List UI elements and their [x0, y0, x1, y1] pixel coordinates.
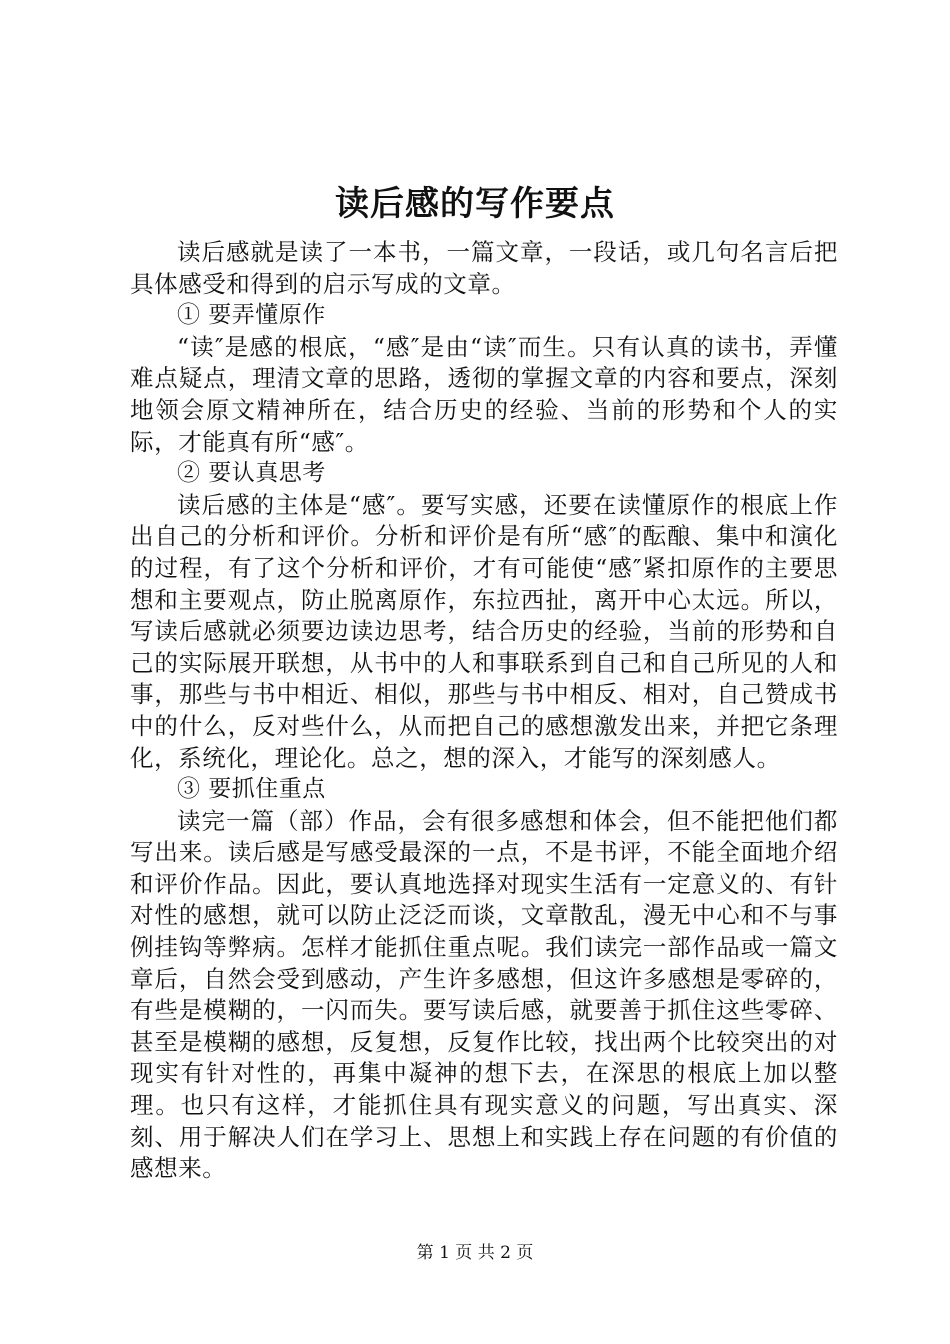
section-paragraph-think-carefully: 读后感的主体是“感″。要写实感，还要在读懂原作的根底上作出自己的分析和评价。分析和评价是有所“感″的酝酿、集中和演化的过程，有了这个分析和评价，才有可能使“感″紧扣原作的主要思想和主要观点，防止脱离原作，东拉西扯，离开中心太远。所以，写读后感就必须要边读边思考，结合历史的经验，当前的形势和自己的实际展开联想，从书中的人和事联系到自己和自己所见的人和事，那些与书中相近、相似，那些与书中相反、相对，自己赞成书中的什么，反对些什么，从而把自己的感想激发出来，并把它条理化，系统化，理论化。总之，想的深入，才能写的深刻感人。	[130, 490, 838, 772]
intro-paragraph: 读后感就是读了一本书，一篇文章，一段话，或几句名言后把具体感受和得到的启示写成的文章。	[130, 238, 838, 298]
section-heading-understand-original: ① 要弄懂原作	[177, 302, 326, 329]
document-body	[130, 237, 838, 1185]
section-heading-grasp-key-points: ③ 要抓住重点	[177, 776, 326, 803]
section-heading-think-carefully: ② 要认真思考	[177, 460, 326, 487]
section-paragraph-grasp-key-points: 读完一篇（部）作品，会有很多感想和体会，但不能把他们都写出来。读后感是写感受最深的一点，不是书评，不能全面地介绍和评价作品。因此，要认真地选择对现实生活有一定意义的、有针对性的感想，就可以防止泛泛而谈，文章散乱，漫无中心和不与事例挂钩等弊病。怎样才能抓住重点呢。我们读完一部作品或一篇文章后，自然会受到感动，产生许多感想，但这许多感想是零碎的，有些是模糊的，一闪而失。要写读后感，就要善于抓住这些零碎、甚至是模糊的感想，反复想，反复作比较，找出两个比较突出的对现实有针对性的，再集中凝神的想下去，在深思的根底上加以整理。也只有这样，才能抓住具有现实意义的问题，写出真实、深刻、用于解决人们在学习上、思想上和实践上存在问题的有价值的感想来。	[130, 806, 838, 1183]
document-title: 读后感的写作要点	[335, 184, 615, 224]
page-number-footer: 第 1 页 共 2 页	[416, 1243, 534, 1263]
section-paragraph-understand-original: “读″是感的根底，“感″是由“读″而生。只有认真的读书，弄懂难点疑点，理清文章的思路，透彻的掌握文章的内容和要点，深刻地领会原文精神所在，结合历史的经验、当前的形势和个人的实际，才能真有所“感″。	[130, 332, 838, 456]
